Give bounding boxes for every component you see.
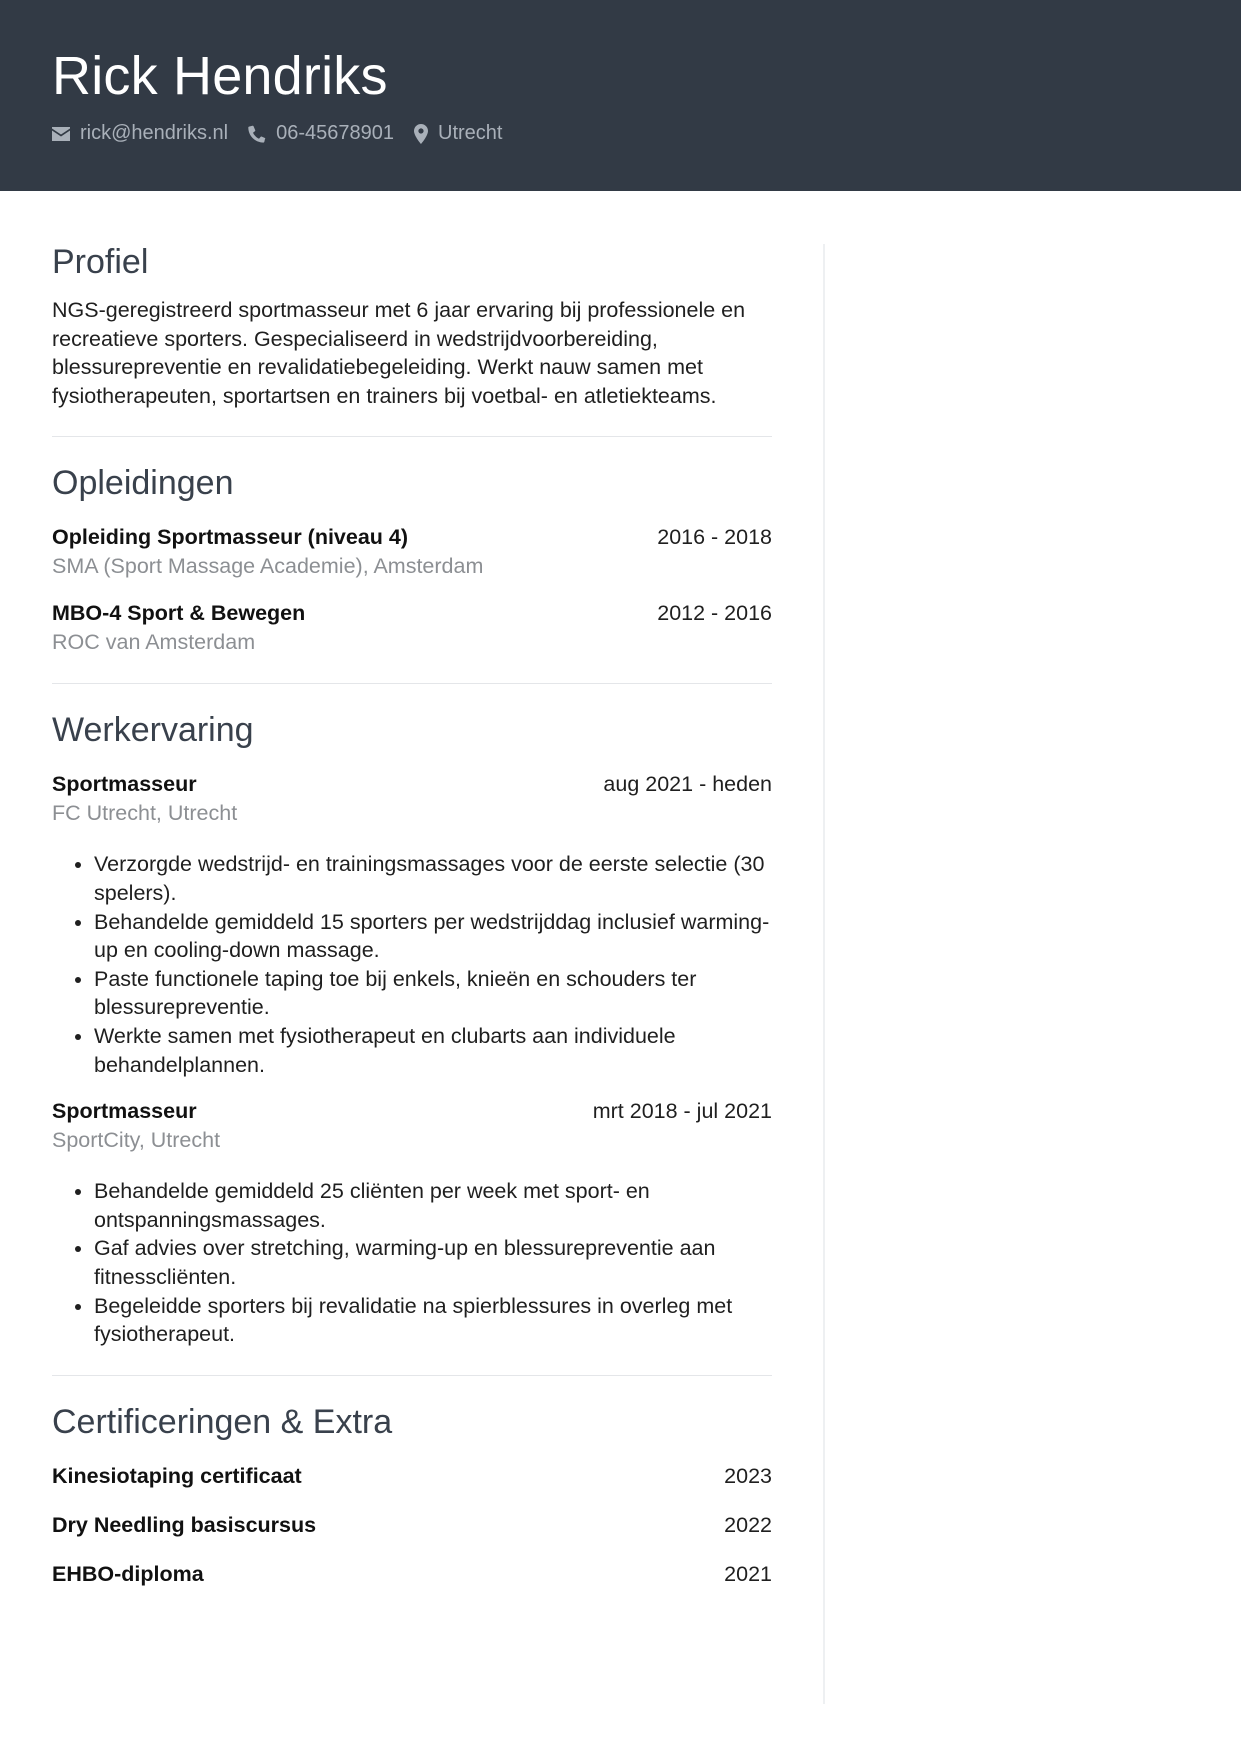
column-divider: [823, 244, 825, 1704]
education-institution: ROC van Amsterdam: [52, 630, 256, 655]
job-date: mrt 2018 - jul 2021: [592, 1099, 772, 1124]
section-divider: [52, 1375, 772, 1376]
certification-year: 2022: [724, 1512, 772, 1537]
job-title: Sportmasseur: [52, 772, 197, 797]
experience-section: [52, 708, 772, 1348]
job-employer: SportCity, Utrecht: [52, 1128, 221, 1153]
education-entry: [52, 523, 772, 581]
section-divider: [52, 436, 772, 437]
education-title: MBO-4 Sport & Bewegen: [52, 601, 306, 626]
job-date: aug 2021 - heden: [603, 772, 772, 797]
contact-location: [414, 122, 502, 145]
job-bullets: [52, 1177, 772, 1349]
certification-entry: [52, 1462, 772, 1490]
certification-title: Dry Needling basiscursus: [52, 1512, 317, 1537]
education-institution: SMA (Sport Massage Academie), Amsterdam: [52, 554, 484, 579]
certification-title: Kinesiotaping certificaat: [52, 1463, 302, 1488]
profile-text: NGS-geregistreerd sportmasseur met 6 jaar ervaring bij professionele en recreatieve sporters. Gespecialiseerd in wedstrijdvoorbereiding, blessurepreventie en revalidatiebegeleiding. Werkt nauw samen met fysiotherapeuten, sportartsen en trainers bij voetbal- en atletiekteams.: [52, 298, 746, 408]
phone-text: 06-45678901: [276, 122, 395, 144]
education-date: 2016 - 2018: [657, 525, 772, 550]
email-text: rick@hendriks.nl: [80, 122, 229, 144]
section-divider: [52, 683, 772, 684]
envelope-icon: [52, 127, 70, 141]
list-item: • Paste functionele taping toe bij enkels, knieën en schouders ter blessurepreventie.: [94, 965, 772, 1022]
profile-section: [52, 240, 772, 410]
candidate-name: Rick Hendriks: [52, 46, 388, 106]
job-bullets: [52, 850, 772, 1079]
list-item: • Werkte samen met fysiotherapeut en clubarts aan individuele behandelplannen.: [94, 1022, 772, 1079]
certification-entry: [52, 1560, 772, 1588]
experience-entry: [52, 770, 772, 1079]
certification-year: 2021: [724, 1561, 772, 1586]
experience-entry: [52, 1097, 772, 1349]
certification-title: EHBO-diploma: [52, 1561, 204, 1586]
contact-phone: [248, 122, 394, 145]
map-marker-icon: [414, 124, 428, 144]
list-item: • Begeleidde sporters bij revalidatie na spierblessures in overleg met fysiotherapeut.: [94, 1292, 772, 1349]
list-item: • Verzorgde wedstrijd- en trainingsmassages voor de eerste selectie (30 spelers).: [94, 850, 772, 907]
education-title: Opleiding Sportmasseur (niveau 4): [52, 525, 409, 550]
certification-year: 2023: [724, 1463, 772, 1488]
phone-icon: [248, 125, 266, 143]
certifications-section: [52, 1400, 772, 1588]
contact-email: [52, 122, 228, 145]
resume-header: [0, 0, 1241, 191]
contact-info: [52, 122, 522, 145]
certification-entry: [52, 1511, 772, 1539]
job-title: Sportmasseur: [52, 1099, 197, 1124]
section-title-certifications: Certificeringen & Extra: [52, 1402, 393, 1441]
list-item: • Behandelde gemiddeld 15 sporters per wedstrijddag inclusief warming-up en cooling-down massage.: [94, 908, 772, 965]
section-title-education: Opleidingen: [52, 464, 234, 503]
job-employer: FC Utrecht, Utrecht: [52, 801, 238, 826]
section-title-profile: Profiel: [52, 243, 149, 281]
list-item: • Behandelde gemiddeld 25 cliënten per week met sport- en ontspanningsmassages.: [94, 1177, 772, 1234]
education-date: 2012 - 2016: [657, 601, 772, 626]
location-text: Utrecht: [438, 122, 503, 144]
section-title-experience: Werkervaring: [52, 711, 254, 750]
education-section: [52, 461, 772, 657]
main-column: [52, 240, 772, 1588]
education-entry: [52, 599, 772, 657]
list-item: • Gaf advies over stretching, warming-up en blessurepreventie aan fitnesscliënten.: [94, 1234, 772, 1291]
